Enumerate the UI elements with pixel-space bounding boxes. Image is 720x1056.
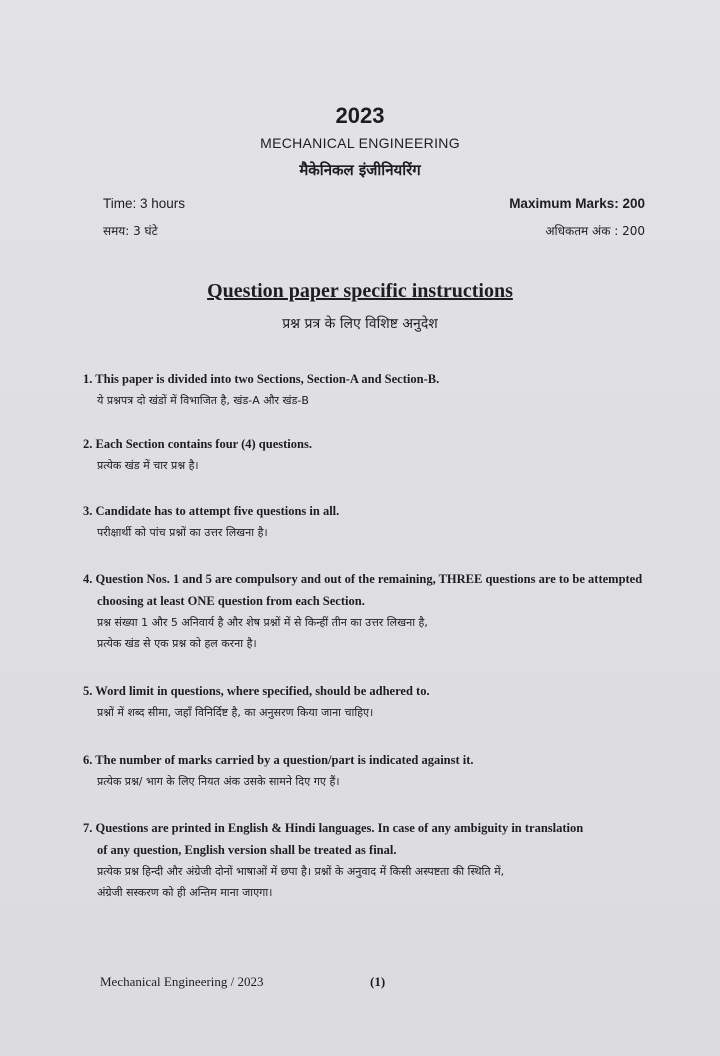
instruction-text-hindi: प्रत्येक प्रश्न हिन्दी और अंग्रेजी दोनों भाषाओं में छपा है। प्रश्नों के अनुवाद में किसी अस्पष्टता की स्थिति में, [97, 865, 505, 878]
instruction-text-line-2: of any question, English version shall be treated as final. [97, 843, 397, 857]
instruction-item [83, 749, 683, 792]
instruction-text: 6. The number of marks carried by a question/part is indicated against it. [83, 753, 474, 767]
instruction-text-line-1: 7. Questions are printed in English & Hindi languages. In case of any ambiguity in translation [83, 821, 584, 835]
time-label-hindi: समय: 3 घंटे [103, 224, 158, 238]
instructions-heading: Question paper specific instructions [207, 280, 513, 302]
instruction-text-hindi: प्रत्येक खंड में चार प्रश्न है। [97, 459, 199, 472]
instruction-text-line-2: choosing at least ONE question from each Section. [97, 594, 365, 608]
instruction-text [83, 817, 683, 861]
instruction-text [83, 568, 693, 612]
instruction-text-hindi-line-2: प्रत्येक खंड से एक प्रश्न को हल करना है। [97, 637, 257, 650]
instruction-item [83, 817, 683, 903]
instruction-text: 1. This paper is divided into two Sections, Section-A and Section-B. [83, 372, 440, 386]
instruction-item [83, 433, 683, 476]
subject-title: MECHANICAL ENGINEERING [260, 135, 460, 151]
exam-year: 2023 [335, 103, 385, 128]
instruction-text-line-1: 4. Question Nos. 1 and 5 are compulsory and out of the remaining, THREE questions are to be attempted [83, 572, 643, 586]
instruction-item [83, 500, 683, 543]
max-marks-label-hindi: अधिकतम अंक : 200 [545, 224, 645, 238]
instruction-text-hindi: प्रत्येक प्रश्न/ भाग के लिए नियत अंक उसके सामने दिए गए हैं। [97, 775, 340, 788]
instruction-item [83, 680, 683, 723]
instruction-text-hindi: ये प्रश्नपत्र दो खंडों में विभाजित है, खंड-A और खंड-B [97, 394, 309, 407]
time-label: Time: 3 hours [103, 196, 186, 211]
instruction-text: 2. Each Section contains four (4) questions. [83, 437, 312, 451]
instruction-item [83, 568, 693, 654]
instruction-text-hindi: प्रश्न संख्या 1 और 5 अनिवार्य है और शेष प्रश्नों में से किन्हीं तीन का उत्तर लिखना है, [97, 616, 428, 629]
instruction-text: 5. Word limit in questions, where specified, should be adhered to. [83, 684, 430, 698]
page-number: (1) [370, 974, 386, 989]
instruction-text-hindi-line-2: अंग्रेजी सस्करण को ही अन्तिम माना जाएगा। [97, 886, 273, 899]
instruction-text-hindi: परीक्षार्थी को पांच प्रश्नों का उत्तर लिखना है। [97, 526, 268, 539]
max-marks-label: Maximum Marks: 200 [509, 196, 645, 211]
instructions-heading-hindi: प्रश्न प्रत्र के लिए विशिष्ट अनुदेश [282, 316, 438, 332]
footer-subject-year: Mechanical Engineering / 2023 [100, 974, 264, 989]
instruction-text-hindi: प्रश्नों में शब्द सीमा, जहाँ विनिर्दिष्ट है, का अनुसरण किया जाना चाहिए। [97, 706, 374, 719]
instruction-item [83, 368, 683, 411]
subject-title-hindi: मैकेनिकल इंजीनियरिंग [299, 161, 421, 179]
instruction-text: 3. Candidate has to attempt five questions in all. [83, 504, 340, 518]
